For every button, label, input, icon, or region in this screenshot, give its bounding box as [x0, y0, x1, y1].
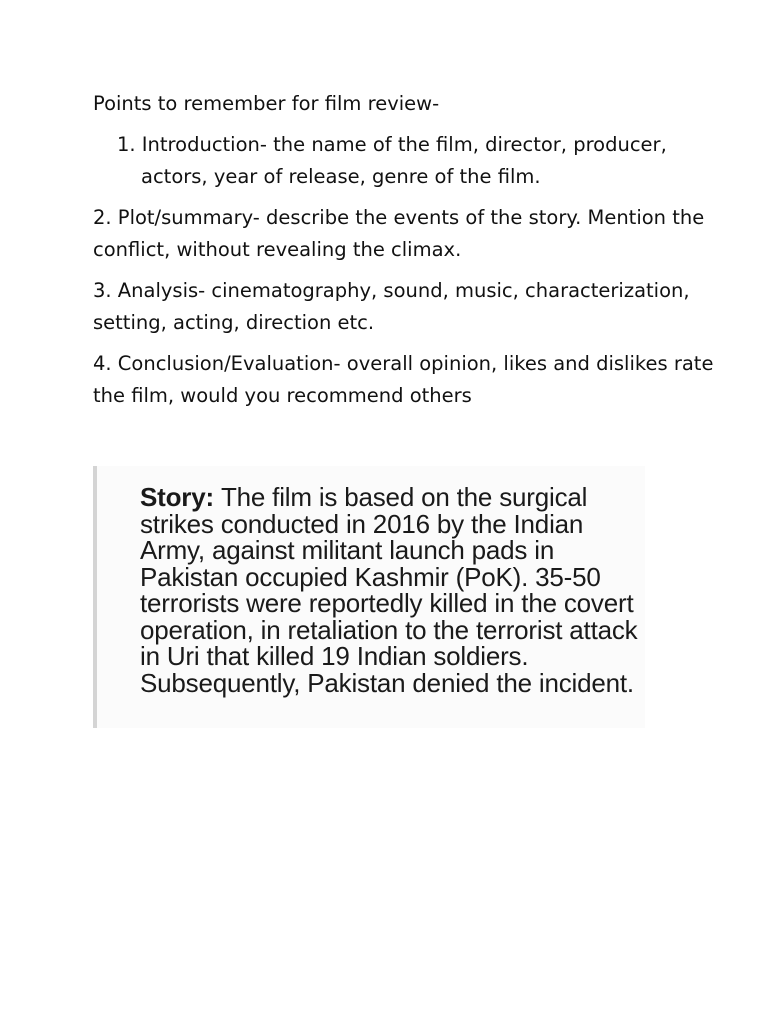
film-review-notes	[93, 88, 733, 421]
point-analysis: 3. Analysis- cinematography, sound, music, characterization, setting, acting, direction etc.	[93, 279, 690, 334]
clipping-body: The film is based on the surgical strikes conducted in 2016 by the Indian Army, against militant launch pads in Pakistan occupied Kashmir (PoK). 35-50 terrorists were reportedly killed in the covert operation, in retaliation to the terrorist attack in Uri that killed 19 Indian soldiers. Subsequently, Pakistan denied the incident.	[140, 482, 638, 698]
clipping-lead: Story:	[140, 482, 221, 512]
notes-heading: Points to remember for film review-	[93, 92, 440, 115]
clipping-text	[140, 484, 640, 696]
point-plot-summary: 2. Plot/summary- describe the events of the story. Mention the conflict, without revealing the climax.	[93, 206, 705, 261]
point-conclusion: 4. Conclusion/Evaluation- overall opinion, likes and dislikes rate the film, would you recommend others	[93, 352, 714, 407]
newspaper-clipping-image	[93, 466, 645, 728]
point-introduction: 1. Introduction- the name of the film, director, producer, actors, year of release, genre of the film.	[117, 133, 667, 188]
